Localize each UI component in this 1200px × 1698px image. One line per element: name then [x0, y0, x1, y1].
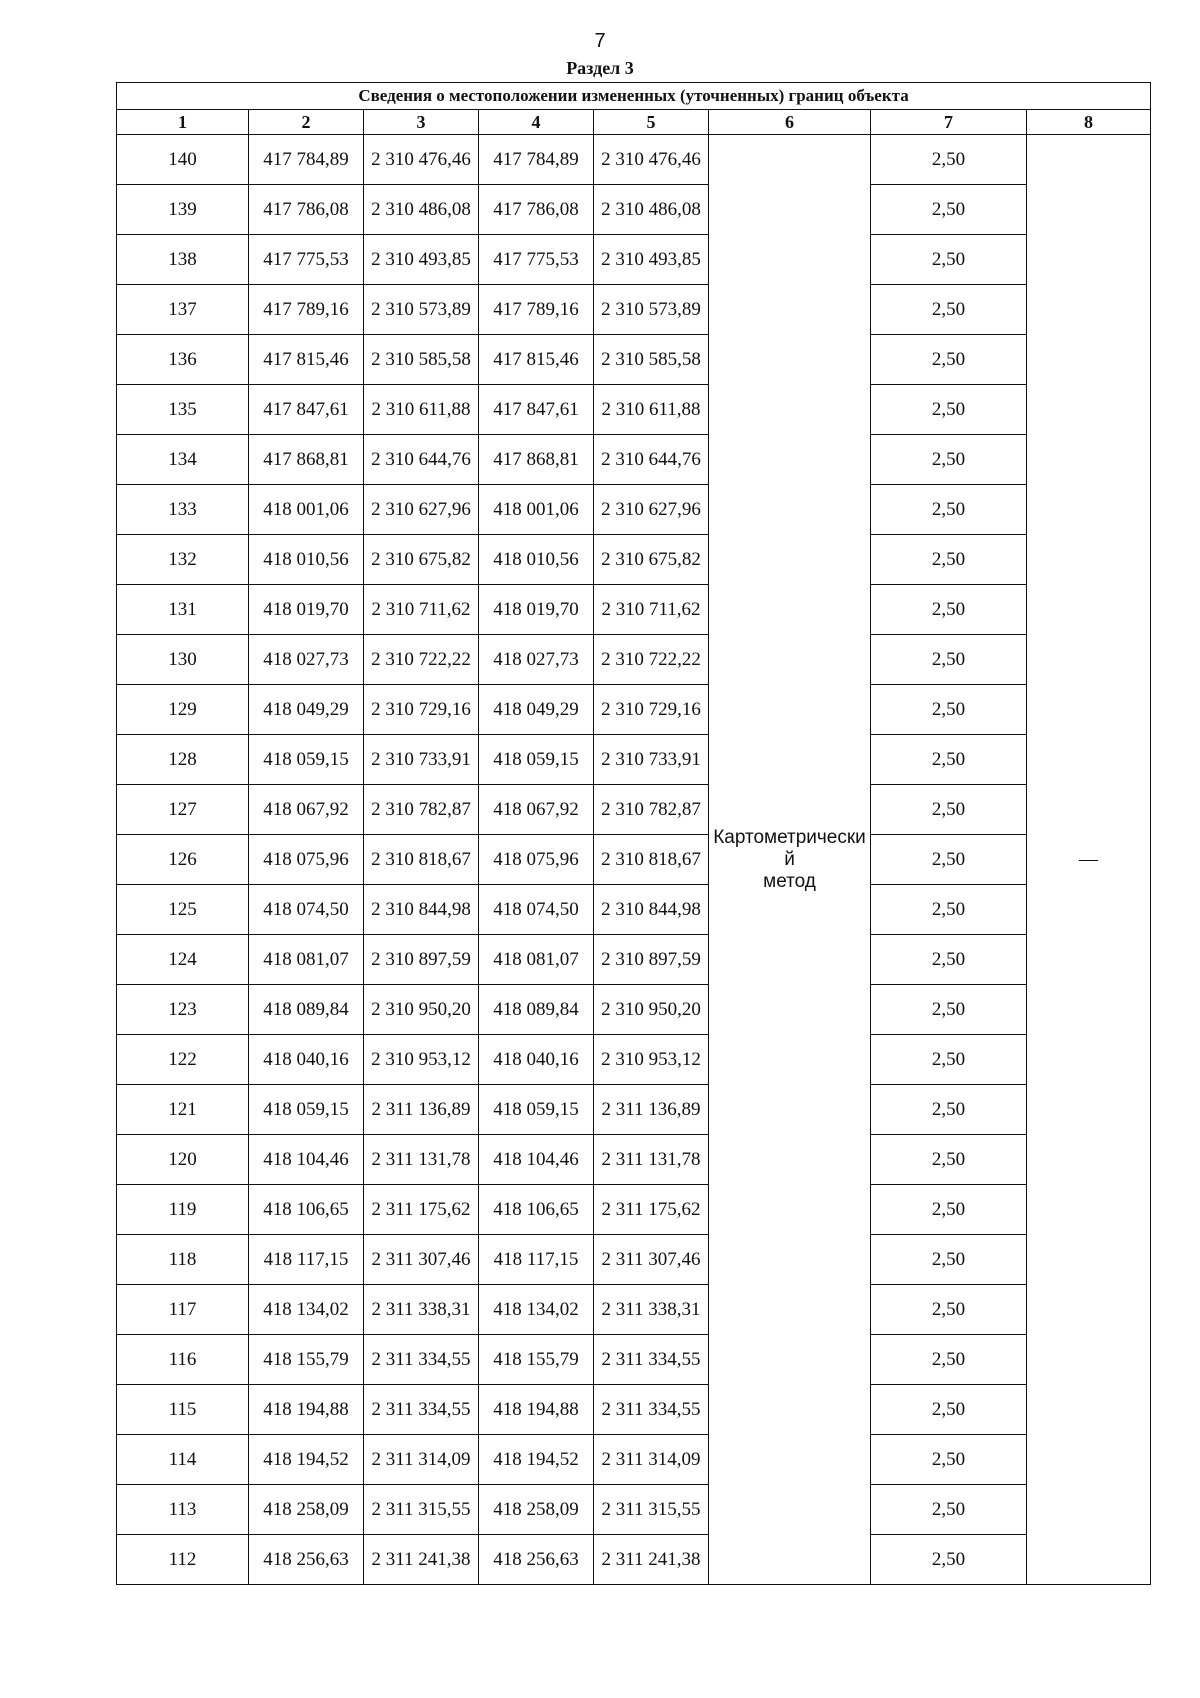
cell-y-existing: 2 310 573,89 [364, 285, 479, 335]
cell-accuracy: 2,50 [871, 1285, 1027, 1335]
column-header-5: 5 [594, 110, 709, 135]
cell-accuracy: 2,50 [871, 535, 1027, 585]
cell-x-refined: 418 106,65 [479, 1185, 594, 1235]
cell-accuracy: 2,50 [871, 185, 1027, 235]
cell-accuracy: 2,50 [871, 735, 1027, 785]
cell-point-number: 112 [117, 1535, 249, 1585]
cell-x-existing: 418 074,50 [249, 885, 364, 935]
cell-point-number: 134 [117, 435, 249, 485]
cell-x-existing: 418 075,96 [249, 835, 364, 885]
cell-x-refined: 418 194,88 [479, 1385, 594, 1435]
cell-x-existing: 418 067,92 [249, 785, 364, 835]
cell-x-refined: 418 027,73 [479, 635, 594, 685]
cell-accuracy: 2,50 [871, 235, 1027, 285]
cell-x-existing: 418 049,29 [249, 685, 364, 735]
section-title: Раздел 3 [566, 58, 634, 78]
cell-x-refined: 418 074,50 [479, 885, 594, 935]
cell-point-number: 118 [117, 1235, 249, 1285]
cell-y-existing: 2 310 675,82 [364, 535, 479, 585]
cell-y-refined: 2 310 585,58 [594, 335, 709, 385]
cell-y-refined: 2 311 334,55 [594, 1385, 709, 1435]
cell-x-refined: 418 256,63 [479, 1535, 594, 1585]
cell-point-number: 119 [117, 1185, 249, 1235]
cell-x-existing: 418 155,79 [249, 1335, 364, 1385]
cell-x-existing: 418 001,06 [249, 485, 364, 535]
cell-x-existing: 417 868,81 [249, 435, 364, 485]
cell-point-number: 140 [117, 135, 249, 185]
cell-x-refined: 418 019,70 [479, 585, 594, 635]
cell-y-refined: 2 311 131,78 [594, 1135, 709, 1185]
cell-y-existing: 2 311 175,62 [364, 1185, 479, 1235]
table-row [117, 1335, 1151, 1385]
table-row [117, 585, 1151, 635]
cell-y-refined: 2 310 897,59 [594, 935, 709, 985]
cell-y-refined: 2 310 950,20 [594, 985, 709, 1035]
cell-point-number: 131 [117, 585, 249, 635]
cell-y-existing: 2 311 131,78 [364, 1135, 479, 1185]
cell-point-number: 126 [117, 835, 249, 885]
cell-point-number: 130 [117, 635, 249, 685]
column-header-6: 6 [709, 110, 871, 135]
cell-y-existing: 2 310 897,59 [364, 935, 479, 985]
cell-x-refined: 418 049,29 [479, 685, 594, 735]
cell-x-existing: 417 789,16 [249, 285, 364, 335]
table-row [117, 1535, 1151, 1585]
cell-y-refined: 2 310 953,12 [594, 1035, 709, 1085]
cell-accuracy: 2,50 [871, 585, 1027, 635]
table-row [117, 185, 1151, 235]
table-row [117, 1035, 1151, 1085]
column-header-4: 4 [479, 110, 594, 135]
cell-x-refined: 417 789,16 [479, 285, 594, 335]
cell-accuracy: 2,50 [871, 1035, 1027, 1085]
cell-point-number: 135 [117, 385, 249, 435]
cell-x-refined: 418 010,56 [479, 535, 594, 585]
cell-y-existing: 2 310 818,67 [364, 835, 479, 885]
table-row [117, 635, 1151, 685]
table-row [117, 485, 1151, 535]
cell-y-refined: 2 310 476,46 [594, 135, 709, 185]
cell-x-existing: 418 117,15 [249, 1235, 364, 1285]
cell-x-existing: 417 784,89 [249, 135, 364, 185]
cell-accuracy: 2,50 [871, 135, 1027, 185]
cell-y-refined: 2 310 573,89 [594, 285, 709, 335]
cell-y-refined: 2 310 782,87 [594, 785, 709, 835]
column-header-7: 7 [871, 110, 1027, 135]
cell-y-existing: 2 310 611,88 [364, 385, 479, 435]
cell-y-existing: 2 310 782,87 [364, 785, 479, 835]
table-row [117, 1235, 1151, 1285]
cell-y-refined: 2 311 175,62 [594, 1185, 709, 1235]
table-row [117, 835, 1151, 885]
table-row [117, 1135, 1151, 1185]
cell-y-existing: 2 310 950,20 [364, 985, 479, 1035]
cell-y-refined: 2 311 314,09 [594, 1435, 709, 1485]
cell-y-refined: 2 311 307,46 [594, 1235, 709, 1285]
cell-x-refined: 418 117,15 [479, 1235, 594, 1285]
table-row [117, 385, 1151, 435]
cell-accuracy: 2,50 [871, 1085, 1027, 1135]
cell-y-refined: 2 311 136,89 [594, 1085, 709, 1135]
cell-y-existing: 2 310 729,16 [364, 685, 479, 735]
cell-accuracy: 2,50 [871, 485, 1027, 535]
cell-accuracy: 2,50 [871, 1385, 1027, 1435]
method-text-line: й [784, 848, 795, 870]
cell-y-existing: 2 310 486,08 [364, 185, 479, 235]
cell-y-existing: 2 310 476,46 [364, 135, 479, 185]
cell-x-refined: 418 194,52 [479, 1435, 594, 1485]
cell-x-refined: 418 001,06 [479, 485, 594, 535]
cell-x-existing: 418 194,88 [249, 1385, 364, 1435]
cell-point-number: 114 [117, 1435, 249, 1485]
cell-y-existing: 2 311 307,46 [364, 1235, 479, 1285]
table-row [117, 235, 1151, 285]
table-caption: Сведения о местоположении измененных (уточненных) границ объекта [117, 83, 1151, 110]
table-row [117, 535, 1151, 585]
table-row [117, 435, 1151, 485]
table-row [117, 1385, 1151, 1435]
cell-y-existing: 2 310 627,96 [364, 485, 479, 535]
table-row [117, 885, 1151, 935]
cell-x-refined: 417 868,81 [479, 435, 594, 485]
table-row [117, 735, 1151, 785]
cell-y-refined: 2 310 675,82 [594, 535, 709, 585]
cell-x-refined: 418 040,16 [479, 1035, 594, 1085]
table-row [117, 285, 1151, 335]
cell-y-refined: 2 310 493,85 [594, 235, 709, 285]
cell-point-number: 128 [117, 735, 249, 785]
cell-y-existing: 2 311 334,55 [364, 1385, 479, 1435]
table-body [117, 135, 1151, 1585]
cell-y-refined: 2 311 241,38 [594, 1535, 709, 1585]
cell-accuracy: 2,50 [871, 335, 1027, 385]
cell-x-existing: 418 104,46 [249, 1135, 364, 1185]
cell-y-refined: 2 311 334,55 [594, 1335, 709, 1385]
cell-point-number: 120 [117, 1135, 249, 1185]
column-header-2: 2 [249, 110, 364, 135]
column-header-row [117, 110, 1151, 135]
cell-accuracy: 2,50 [871, 1235, 1027, 1285]
cell-method [709, 135, 871, 1585]
cell-point-number: 125 [117, 885, 249, 935]
table-row [117, 685, 1151, 735]
table-row [117, 1485, 1151, 1535]
cell-point-number: 138 [117, 235, 249, 285]
cell-x-existing: 417 847,61 [249, 385, 364, 435]
cell-point-number: 124 [117, 935, 249, 985]
cell-x-existing: 418 106,65 [249, 1185, 364, 1235]
cell-y-existing: 2 310 953,12 [364, 1035, 479, 1085]
cell-point-number: 117 [117, 1285, 249, 1335]
cell-point-number: 136 [117, 335, 249, 385]
table-row [117, 935, 1151, 985]
cell-x-existing: 418 089,84 [249, 985, 364, 1035]
cell-y-existing: 2 310 493,85 [364, 235, 479, 285]
cell-x-refined: 418 134,02 [479, 1285, 594, 1335]
cell-y-existing: 2 311 314,09 [364, 1435, 479, 1485]
cell-x-existing: 417 786,08 [249, 185, 364, 235]
cell-y-refined: 2 310 486,08 [594, 185, 709, 235]
cell-x-existing: 417 775,53 [249, 235, 364, 285]
cell-accuracy: 2,50 [871, 285, 1027, 335]
cell-y-existing: 2 310 844,98 [364, 885, 479, 935]
cell-x-refined: 417 847,61 [479, 385, 594, 435]
cell-x-refined: 418 059,15 [479, 1085, 594, 1135]
cell-y-existing: 2 310 711,62 [364, 585, 479, 635]
cell-y-refined: 2 310 644,76 [594, 435, 709, 485]
cell-x-refined: 418 155,79 [479, 1335, 594, 1385]
cell-point-number: 132 [117, 535, 249, 585]
table-row [117, 1285, 1151, 1335]
cell-y-refined: 2 310 844,98 [594, 885, 709, 935]
cell-note: — [1027, 135, 1151, 1585]
cell-point-number: 116 [117, 1335, 249, 1385]
cell-accuracy: 2,50 [871, 1535, 1027, 1585]
cell-x-existing: 418 010,56 [249, 535, 364, 585]
cell-point-number: 122 [117, 1035, 249, 1085]
cell-accuracy: 2,50 [871, 635, 1027, 685]
cell-point-number: 129 [117, 685, 249, 735]
cell-x-existing: 418 027,73 [249, 635, 364, 685]
cell-y-refined: 2 311 315,55 [594, 1485, 709, 1535]
table-row [117, 1435, 1151, 1485]
cell-accuracy: 2,50 [871, 385, 1027, 435]
method-text-line: Картометрически [713, 826, 866, 848]
cell-y-existing: 2 311 315,55 [364, 1485, 479, 1535]
cell-y-existing: 2 310 733,91 [364, 735, 479, 785]
cell-x-refined: 417 815,46 [479, 335, 594, 385]
cell-y-refined: 2 310 611,88 [594, 385, 709, 435]
cell-point-number: 133 [117, 485, 249, 535]
cell-x-existing: 418 134,02 [249, 1285, 364, 1335]
cell-y-existing: 2 310 644,76 [364, 435, 479, 485]
cell-point-number: 137 [117, 285, 249, 335]
cell-point-number: 113 [117, 1485, 249, 1535]
cell-y-refined: 2 310 627,96 [594, 485, 709, 535]
cell-y-existing: 2 310 585,58 [364, 335, 479, 385]
cell-y-refined: 2 310 818,67 [594, 835, 709, 885]
cell-x-refined: 418 081,07 [479, 935, 594, 985]
cell-x-refined: 417 775,53 [479, 235, 594, 285]
cell-y-existing: 2 310 722,22 [364, 635, 479, 685]
cell-y-existing: 2 311 338,31 [364, 1285, 479, 1335]
cell-accuracy: 2,50 [871, 1485, 1027, 1535]
table-row [117, 335, 1151, 385]
cell-y-refined: 2 310 722,22 [594, 635, 709, 685]
column-header-8: 8 [1027, 110, 1151, 135]
cell-x-existing: 418 258,09 [249, 1485, 364, 1535]
cell-x-existing: 418 059,15 [249, 735, 364, 785]
cell-x-refined: 417 784,89 [479, 135, 594, 185]
cell-y-refined: 2 311 338,31 [594, 1285, 709, 1335]
cell-accuracy: 2,50 [871, 435, 1027, 485]
column-header-3: 3 [364, 110, 479, 135]
cell-y-refined: 2 310 729,16 [594, 685, 709, 735]
cell-accuracy: 2,50 [871, 1335, 1027, 1385]
cell-x-refined: 418 059,15 [479, 735, 594, 785]
cell-x-existing: 418 019,70 [249, 585, 364, 635]
method-text-line: метод [763, 870, 816, 892]
cell-x-existing: 418 059,15 [249, 1085, 364, 1135]
cell-accuracy: 2,50 [871, 835, 1027, 885]
cell-point-number: 115 [117, 1385, 249, 1435]
cell-accuracy: 2,50 [871, 1185, 1027, 1235]
cell-x-refined: 418 104,46 [479, 1135, 594, 1185]
cell-point-number: 123 [117, 985, 249, 1035]
cell-x-existing: 418 256,63 [249, 1535, 364, 1585]
table-row [117, 1085, 1151, 1135]
cell-y-refined: 2 310 733,91 [594, 735, 709, 785]
cell-x-refined: 418 067,92 [479, 785, 594, 835]
cell-accuracy: 2,50 [871, 685, 1027, 735]
page-number: 7 [594, 30, 606, 52]
cell-x-refined: 418 075,96 [479, 835, 594, 885]
table-row [117, 1185, 1151, 1235]
cell-y-existing: 2 311 334,55 [364, 1335, 479, 1385]
cell-accuracy: 2,50 [871, 785, 1027, 835]
table-row [117, 985, 1151, 1035]
coordinates-table [116, 82, 1151, 1585]
cell-accuracy: 2,50 [871, 935, 1027, 985]
cell-accuracy: 2,50 [871, 1135, 1027, 1185]
cell-x-refined: 418 258,09 [479, 1485, 594, 1535]
table-row [117, 135, 1151, 185]
cell-accuracy: 2,50 [871, 885, 1027, 935]
cell-x-existing: 418 040,16 [249, 1035, 364, 1085]
column-header-1: 1 [117, 110, 249, 135]
cell-point-number: 121 [117, 1085, 249, 1135]
cell-x-existing: 417 815,46 [249, 335, 364, 385]
cell-point-number: 139 [117, 185, 249, 235]
cell-y-refined: 2 310 711,62 [594, 585, 709, 635]
table-row [117, 785, 1151, 835]
cell-x-refined: 418 089,84 [479, 985, 594, 1035]
cell-x-existing: 418 194,52 [249, 1435, 364, 1485]
cell-accuracy: 2,50 [871, 1435, 1027, 1485]
cell-y-existing: 2 311 241,38 [364, 1535, 479, 1585]
cell-point-number: 127 [117, 785, 249, 835]
cell-x-existing: 418 081,07 [249, 935, 364, 985]
cell-x-refined: 417 786,08 [479, 185, 594, 235]
cell-y-existing: 2 311 136,89 [364, 1085, 479, 1135]
cell-accuracy: 2,50 [871, 985, 1027, 1035]
